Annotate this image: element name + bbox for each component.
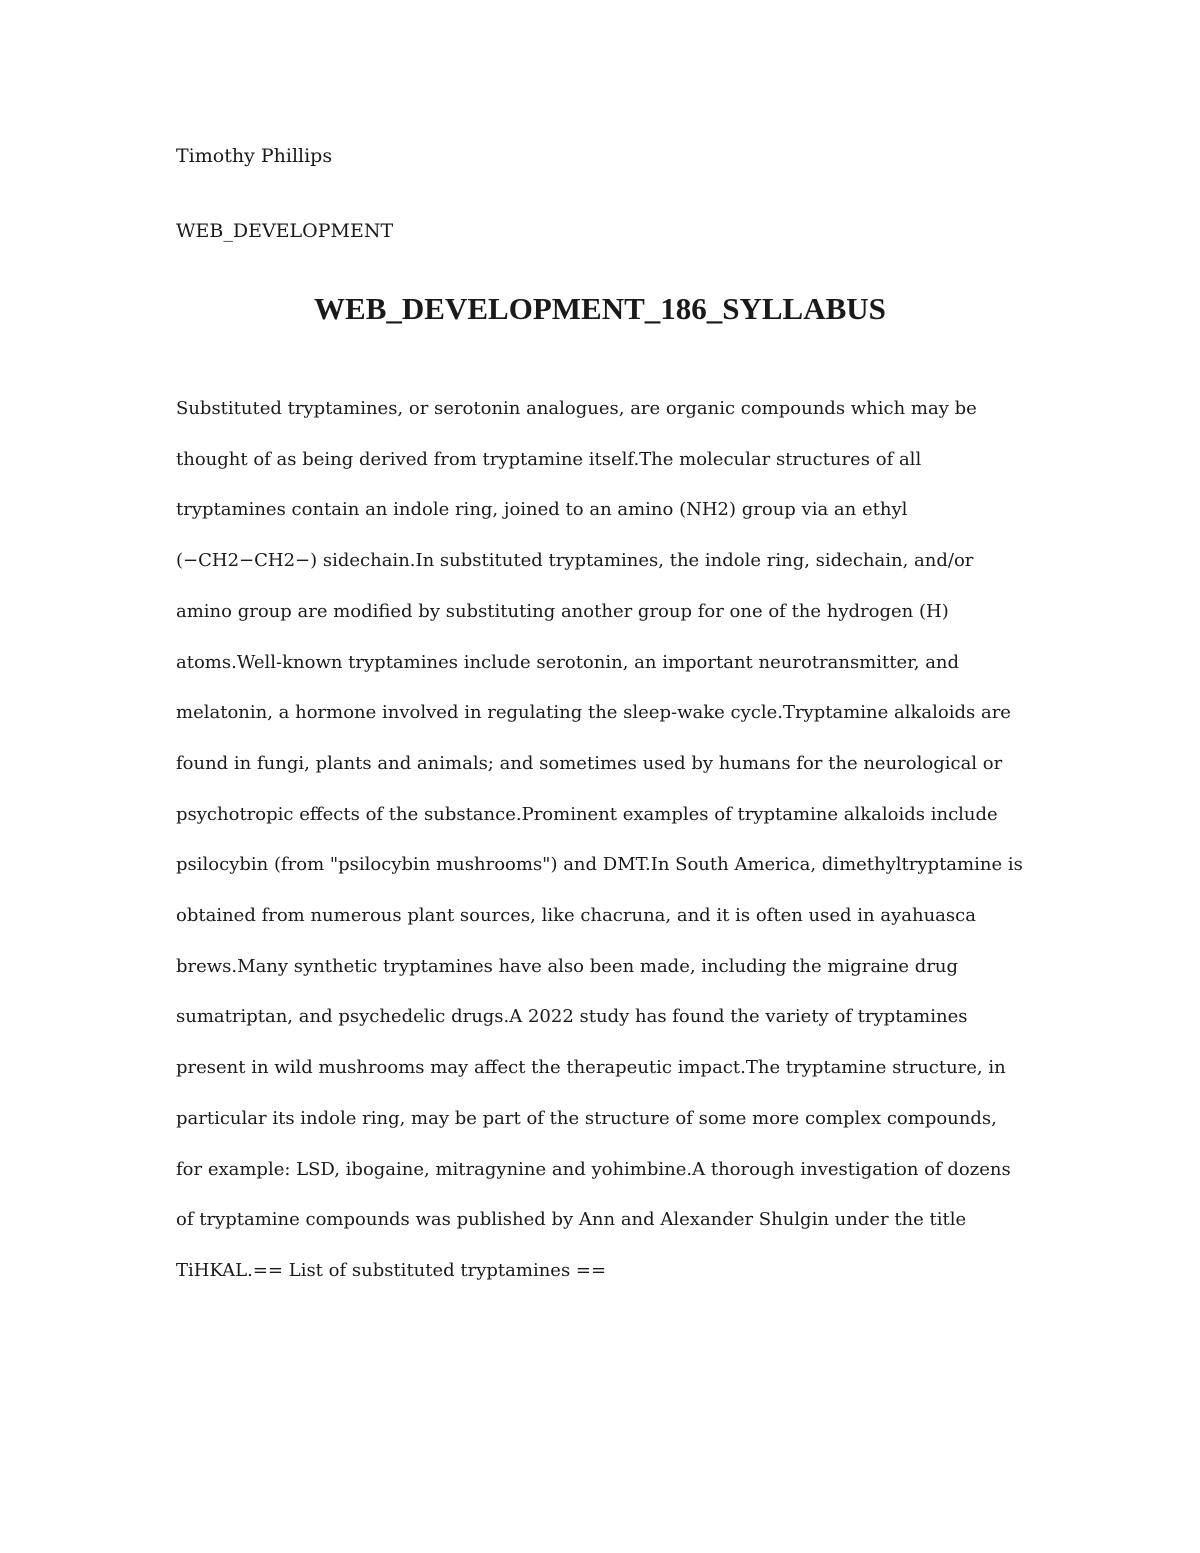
author-name: Timothy Phillips <box>176 145 333 167</box>
course-name: WEB_DEVELOPMENT <box>176 220 394 242</box>
body-paragraph: Substituted tryptamines, or serotonin analogues, are organic compounds which may be thought of as being derived from tryptamine itself.The molecular structures of all tryptamines contain an indole ring, joined to an amino (NH2) group via an ethyl (−CH2−CH2−) sidechain.In substituted tryptamines, the indole ring, sidechain, and/or amino group are modified by substituting another group for one of the hydrogen (H) atoms.Well-known tryptamines include serotonin, an important neurotransmitter, and melatonin, a hormone involved in regulating the sleep-wake cycle.Tryptamine alkaloids are found in fungi, plants and animals; and sometimes used by humans for the neurological or psychotropic effects of the substance.Prominent examples of tryptamine alkaloids include psilocybin (from "psilocybin mushrooms") and DMT.In South America, dimethyltryptamine is obtained from numerous plant sources, like chacruna, and it is often used in ayahuasca brews.Many synthetic tryptamines have also been made, including the migraine drug sumatriptan, and psychedelic drugs.A 2022 study has found the variety of tryptamines present in wild mushrooms may affect the therapeutic impact.The tryptamine structure, in particular its indole ring, may be part of the structure of some more complex compounds, for example: LSD, ibogaine, mitragynine and yohimbine.A thorough investigation of dozens of tryptamine compounds was published by Ann and Alexander Shulgin under the title TiHKAL.== List of substituted tryptamines == <box>176 398 1023 1281</box>
document-title: WEB_DEVELOPMENT_186_SYLLABUS <box>314 291 886 326</box>
